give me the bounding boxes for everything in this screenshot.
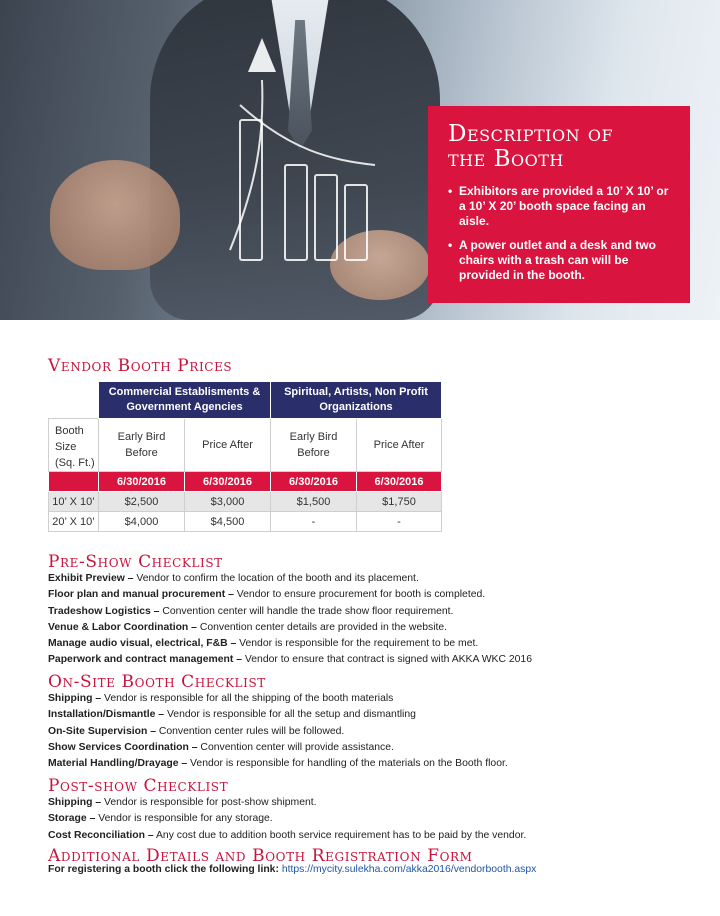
checklist-item-text: Convention center will provide assistance. — [197, 741, 394, 753]
table-date-cell: 6/30/2016 — [99, 472, 185, 492]
table-row — [49, 492, 442, 512]
post-show-checklist-heading: Post-show Checklist — [48, 776, 229, 796]
table-cell-price: $4,000 — [99, 512, 185, 532]
checklist-item — [48, 636, 532, 652]
table-cell-price: $3,000 — [185, 492, 271, 512]
post-show-checklist — [48, 795, 526, 844]
table-header-booth-size — [49, 419, 99, 472]
table-date-cell: 6/30/2016 — [185, 472, 271, 492]
booth-description-title-line2: the Booth — [448, 146, 564, 172]
registration-line — [48, 864, 536, 875]
checklist-item-text: Vendor to ensure procurement for booth is completed. — [233, 589, 486, 601]
table-date-cell: 6/30/2016 — [357, 472, 442, 492]
checklist-item-text: Convention center details are provided in the website. — [196, 621, 448, 633]
table-header-price-after: Price After — [185, 419, 271, 472]
on-site-checklist — [48, 691, 508, 772]
checklist-item-label: Show Services Coordination – — [48, 741, 198, 753]
registration-lead-text: For registering a booth click the following link: — [48, 864, 282, 875]
booth-description-box — [428, 106, 690, 303]
checklist-item-text: Vendor is responsible for the requirement to be met. — [236, 638, 479, 650]
table-cell-price: - — [357, 512, 442, 532]
checklist-item — [48, 587, 532, 603]
hero-image — [0, 0, 720, 320]
checklist-item-text: Vendor is responsible for handling of the materials on the Booth floor. — [187, 758, 508, 770]
checklist-item-label: Storage – — [48, 813, 96, 825]
table-cell-size: 20’ X 10’ — [49, 512, 99, 532]
checklist-item-label: Installation/Dismantle – — [48, 709, 165, 721]
table-cell-price: $1,750 — [357, 492, 442, 512]
table-header-price-after: Price After — [357, 419, 442, 472]
table-cell-price: - — [271, 512, 357, 532]
pre-show-checklist-heading: Pre-Show Checklist — [48, 552, 223, 572]
on-site-checklist-heading: On-Site Booth Checklist — [48, 672, 266, 692]
early-bird-label-line: Early Bird — [289, 431, 338, 443]
checklist-item — [48, 707, 508, 723]
checklist-item-label: On-Site Supervision – — [48, 725, 156, 737]
checklist-item-label: Exhibit Preview – — [48, 573, 134, 584]
checklist-item-text: Convention center rules will be followed. — [155, 725, 345, 737]
table-group-header-row — [49, 382, 442, 419]
checklist-item-label: Floor plan and manual procurement – — [48, 589, 234, 601]
table-sub-header-row — [49, 419, 442, 472]
checklist-item-label: Shipping – — [48, 797, 102, 808]
checklist-item-text: Convention center will handle the trade show floor requirement. — [159, 605, 454, 617]
checklist-item — [48, 620, 532, 636]
booth-size-label-line: (Sq. Ft.) — [55, 457, 95, 469]
checklist-item — [48, 724, 508, 740]
table-header-early-bird — [271, 419, 357, 472]
table-date-row — [49, 472, 442, 492]
checklist-item — [48, 811, 526, 827]
table-header-commercial: Commercial Establisments & Government Agencies — [99, 382, 271, 419]
booth-description-title-line1: Description of — [448, 121, 614, 147]
checklist-item-label: Shipping – — [48, 693, 102, 704]
registration-link[interactable]: https://mycity.sulekha.com/akka2016/vendorbooth.aspx — [281, 864, 537, 875]
pre-show-checklist — [48, 571, 532, 669]
checklist-item-label: Material Handling/Drayage – — [48, 758, 188, 770]
table-header-nonprofit: Spiritual, Artists, Non Profit Organizations — [271, 382, 442, 419]
checklist-item — [48, 740, 508, 756]
checklist-item-label: Tradeshow Logistics – — [48, 605, 160, 617]
booth-size-label-line: Booth — [55, 425, 84, 437]
booth-description-list — [448, 184, 672, 283]
checklist-item-text: Vendor to ensure that contract is signed with AKKA WKC 2016 — [242, 654, 532, 666]
checklist-item-label: Paperwork and contract management – — [48, 654, 243, 666]
checklist-item-text: Vendor is responsible for any storage. — [95, 813, 273, 825]
table-cell-price: $2,500 — [99, 492, 185, 512]
checklist-item-text: Vendor to confirm the location of the booth and its placement. — [133, 573, 419, 584]
table-header-blank — [49, 382, 99, 419]
booth-description-title — [448, 122, 672, 172]
table-date-cell: 6/30/2016 — [271, 472, 357, 492]
early-bird-label-line: Before — [125, 447, 158, 459]
checklist-item — [48, 571, 532, 587]
early-bird-label-line: Before — [297, 447, 330, 459]
checklist-item-label: Manage audio visual, electrical, F&B – — [48, 638, 237, 650]
table-cell-price: $1,500 — [271, 492, 357, 512]
booth-size-label-line: Size — [55, 441, 77, 453]
checklist-item — [48, 828, 526, 844]
checklist-item — [48, 604, 532, 620]
checklist-item-text: Vendor is responsible for post-show shipment. — [101, 797, 317, 808]
table-header-early-bird — [99, 419, 185, 472]
checklist-item-label: Cost Reconciliation – — [48, 829, 154, 841]
checklist-item-label: Venue & Labor Coordination – — [48, 621, 197, 633]
booth-price-table — [48, 381, 442, 532]
table-cell-size: 10’ X 10’ — [49, 492, 99, 512]
checklist-item — [48, 756, 508, 772]
table-cell-price: $4,500 — [185, 512, 271, 532]
checklist-item-text: Vendor is responsible for all the setup and dismantling — [164, 709, 416, 721]
additional-details-heading: Additional Details and Booth Registration Form — [48, 846, 473, 866]
vendor-booth-prices-heading: Vendor Booth Prices — [48, 356, 233, 376]
checklist-item — [48, 652, 532, 668]
checklist-item — [48, 691, 508, 707]
booth-description-item: • A power outlet and a desk and two chairs with a trash can will be provided in the booth. — [448, 238, 672, 283]
booth-description-item: • Exhibitors are provided a 10’ X 10’ or a 10’ X 20’ booth space facing an aisle. — [448, 184, 672, 229]
early-bird-label-line: Early Bird — [117, 431, 166, 443]
checklist-item-text: Vendor is responsible for all the shipping of the booth materials — [101, 693, 394, 704]
checklist-item-text: Any cost due to addition booth service requirement has to be paid by the vendor. — [153, 829, 527, 841]
checklist-item — [48, 795, 526, 811]
table-date-blank — [49, 472, 99, 492]
table-row — [49, 512, 442, 532]
